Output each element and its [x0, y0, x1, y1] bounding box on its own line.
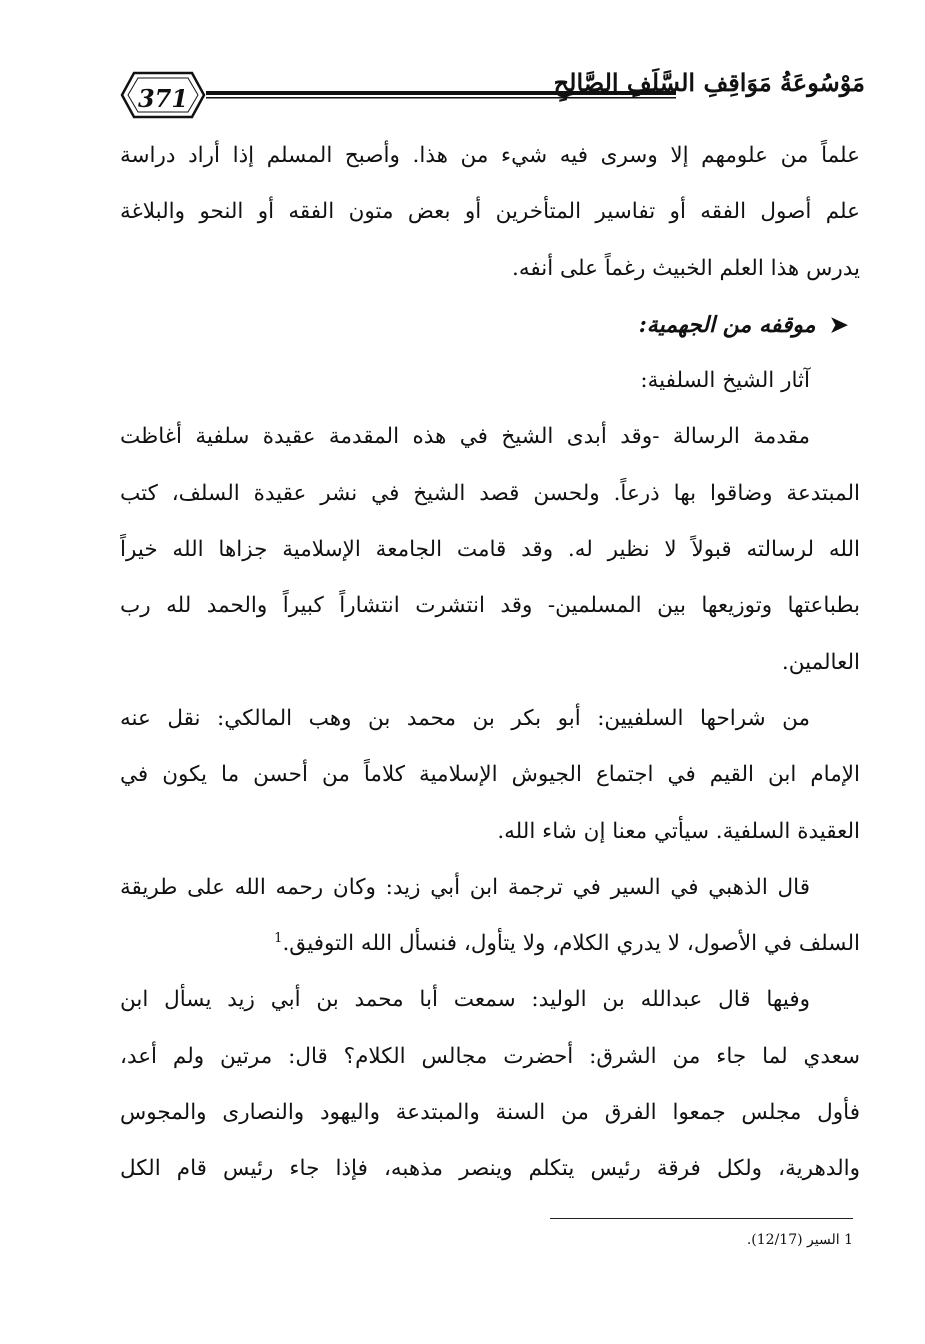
text-line: قال الذهبي في السير في ترجمة ابن أبي زيد: وكان رحمه الله على طريقة	[120, 874, 810, 900]
page-header	[120, 62, 865, 132]
section-heading-text: موقفه من الجهمية:	[638, 311, 816, 338]
text-line: وفيها قال عبدالله بن الوليد: سمعت أبا محمد بن أبي زيد يسأل ابن	[120, 987, 810, 1013]
text-line: يدرس هذا العلم الخبيث رغماً على أنفه.	[512, 255, 860, 281]
text-line: آثار الشيخ السلفية:	[640, 368, 810, 394]
page-number: 371	[137, 84, 189, 113]
footnote-reference: 1	[274, 931, 283, 946]
footnote	[600, 1232, 853, 1248]
footnote-number: 1	[844, 1232, 853, 1248]
main-text	[120, 128, 860, 1198]
page-number-badge	[120, 70, 206, 120]
text-line: علماً من علومهم إلا وسرى فيه شيء من هذا. وأصبح المسلم إذا أراد دراسة	[120, 143, 860, 168]
text-line: مقدمة الرسالة -وقد أبدى الشيخ في هذه المقدمة عقيدة سلفية أغاظت	[120, 424, 810, 450]
text-line: فأول مجلس جمعوا الفرق من السنة والمبتدعة واليهود والنصارى والمجوس	[120, 1100, 860, 1126]
footnote-text: السير (12/17).	[746, 1232, 840, 1248]
text-line: والدهرية، ولكل فرقة رئيس يتكلم وينصر مذهبه، فإذا جاء رئيس قام الكل	[120, 1156, 860, 1182]
text-line: العالمين.	[781, 649, 860, 675]
text-line: المبتدعة وضاقوا بها ذرعاً. ولحسن قصد الشيخ في نشر عقيدة السلف، كتب	[120, 480, 860, 506]
footnote-rule	[550, 1218, 853, 1219]
text-line: سعدي لما جاء من الشرق: أحضرت مجالس الكلام؟ قال: مرتين ولم أعد،	[120, 1043, 860, 1069]
text-line: الإمام ابن القيم في اجتماع الجيوش الإسلامية كلاماً من أحسن ما يكون في	[120, 762, 860, 788]
arrow-marker-icon: ➤	[829, 311, 848, 338]
text-line: بطباعتها وتوزيعها بين المسلمين- وقد انتشرت انتشاراً كبيراً والحمد لله رب	[120, 593, 860, 619]
text-line-content: السلف في الأصول، لا يدري الكلام، ولا يتأول، فنسأل الله التوفيق.	[282, 931, 860, 957]
text-line: العقيدة السلفية. سيأتي معنا إن شاء الله.	[497, 818, 860, 844]
section-heading	[120, 297, 860, 353]
text-line: الله لرسالته قبولاً لا نظير له. وقد قامت الجامعة الإسلامية جزاها الله خيراً	[120, 537, 860, 563]
running-title: مَوْسُوعَةُ مَوَاقِفِ السَّلَفِ الصَّالِحِ	[553, 68, 865, 97]
text-line	[120, 916, 860, 972]
text-line: علم أصول الفقه أو تفاسير المتأخرين أو بعض متون الفقه أو النحو والبلاغة	[120, 199, 860, 225]
text-line: من شراحها السلفيين: أبو بكر بن محمد بن وهب المالكي: نقل عنه	[120, 705, 810, 731]
